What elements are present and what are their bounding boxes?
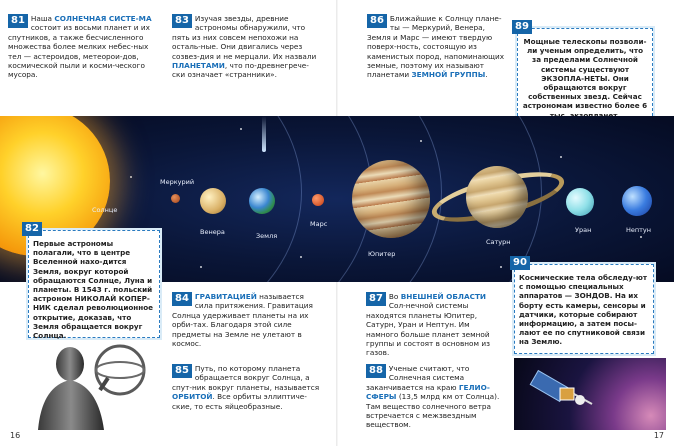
fact-box-90 [514,264,654,354]
copernicus-statue [8,330,164,430]
number-badge-90: 90 [510,256,530,270]
mercury [171,194,180,203]
block-83-text2: , что по-древнегрече-ски означает «странники». [172,61,309,80]
fact-box-82-text: Первые астрономы полагали, что в центре Вселенной нахо-дится Земля, вокруг которой обращаются Солнце, Луна и планеты. В 1543 г. польский астроном НИКОЛАЙ КОПЕР-НИК сделал революционное открытие, доказав, что Земля обращается вокруг Солнца. [33,239,154,341]
saturn [466,166,528,228]
block-87-text1: Во [388,292,401,301]
fact-box-82 [28,230,160,341]
number-badge-83: 83 [172,14,192,28]
block-88-text1: Ученые считают, что Солнечная система заканчивается на краю [366,364,470,392]
mars [312,194,324,206]
block-84-highlight: ГРАВИТАЦИЕЙ [194,292,257,301]
label-earth: Земля [256,232,278,240]
block-88 [366,364,502,430]
number-badge-85: 85 [172,364,192,378]
block-84 [172,292,322,348]
block-88-highlight: ГЕЛИО-СФЕРЫ [366,382,490,402]
block-86-text1: Ближайшие к Солнцу плане-ты — Меркурий, Венера, Земля и Марс — имеют твердую поверх-ность, состоящую из каменистых пород, напоминающих земные, поэтому их называют планетами [367,14,505,80]
block-87-text2: Сол-нечной системы находятся планеты Юпитер, Сатурн, Уран и Нептун. Им намного больше планет земной группы и состоят в основном из газов. [366,301,490,358]
neptune [622,186,652,216]
number-badge-88: 88 [366,364,386,378]
fact-box-90-text: Космические тела обследу-ют с помощью специальных аппаратов — ЗОНДОВ. На их борту есть камеры, сенсоры и датчики, которые собирают информацию, а затем посы-лают ее по спутниковой связи на Землю. [519,273,647,347]
space-probe-icon [514,358,666,430]
earth [249,188,275,214]
block-86 [367,14,505,80]
block-83-highlight: ПЛАНЕТАМИ [172,61,225,71]
label-jupiter: Юпитер [368,250,396,258]
block-81-highlight: СОЛНЕЧНАЯ СИСТЕ-МА [54,14,152,23]
block-81 [8,14,156,80]
block-85-highlight: ОРБИТОЙ [172,392,213,402]
fact-box-89-text: Мощные телескопы позволи-ли ученым определить, что за пределами Солнечной системы существуют ЭКЗОПЛА-НЕТЫ. Они обращаются вокруг собственных звезд. Сейчас астрономам известно более 6 [522,37,648,111]
number-badge-84: 84 [172,292,192,306]
label-sun: Солнце [92,206,118,214]
block-85-text2: . Все орбиты эллиптиче-ские, то есть яйцеобразные. [172,392,307,411]
label-mars: Марс [310,220,328,228]
label-mercury: Меркурий [160,178,195,186]
space-probe-image [514,358,666,430]
block-83 [172,14,322,80]
label-saturn: Сатурн [486,238,511,246]
page-number-left: 16 [10,431,21,440]
comet [262,116,266,152]
label-neptune: Нептун [626,226,652,234]
venus [200,188,226,214]
label-venus: Венера [200,228,225,236]
block-86-text2: . [485,70,488,80]
block-85 [172,364,322,411]
number-badge-87: 87 [366,292,386,306]
jupiter [352,160,430,238]
label-uranus: Уран [575,226,592,234]
block-83-text1: Изучая звезды, древние астрономы обнаружили, что пять из них совсем непохожи на осталь-ные. Они двигались через созвез-дия и не мерцали. Их назвали [172,14,317,61]
block-88-text2: (13,5 млрд км от Солнца). Там вещество солнечного ветра встречается с межзвездным веществом. [366,392,500,430]
block-81-text2: состоит из восьми планет и их спутников, а также бесчисленного множества более мелких небес-ных тел — астероидов, метеорои-дов, космической пыли и косми-ческого мусора. [8,23,150,80]
number-badge-89: 89 [512,20,532,34]
block-84-text2: называется сила притяжения. Гравитация Солнца удерживает планеты на их орби-тах. Благодаря этой силе предметы на Земле не улетают в космос. [172,292,313,349]
block-81-text1: Наша [30,14,55,23]
block-87-highlight: ВНЕШНЕЙ ОБЛАСТИ [400,292,487,301]
block-87 [366,292,502,358]
number-badge-81: 81 [8,14,28,28]
uranus [566,188,594,216]
page-number-right: 17 [653,431,664,440]
number-badge-86: 86 [367,14,387,28]
block-86-highlight: ЗЕМНОЙ ГРУППЫ [411,70,486,80]
number-badge-82: 82 [22,222,42,236]
block-85-text1: Путь, по которому планета обращается вокруг Солнца, а спут-ник вокруг планеты, называется [172,364,320,392]
